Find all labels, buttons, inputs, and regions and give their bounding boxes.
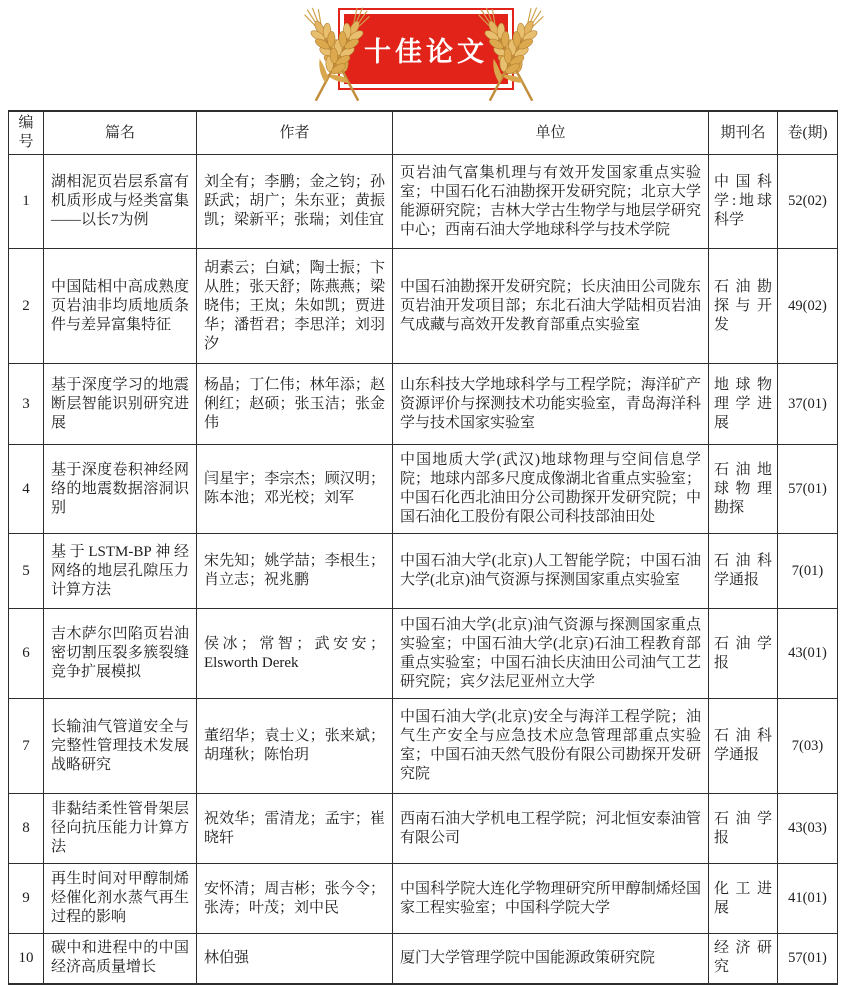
table-row: [9, 794, 838, 864]
cell-journal: 石油科学通报: [709, 534, 778, 609]
cell-vol: 7(03): [778, 699, 838, 794]
cell-vol: 43(01): [778, 609, 838, 699]
cell-num: 10: [9, 934, 44, 984]
cell-title: 碳中和进程中的中国经济高质量增长: [44, 934, 197, 984]
table-row: [9, 364, 838, 445]
cell-vol: 7(01): [778, 534, 838, 609]
cell-org: 中国石油大学(北京)人工智能学院；中国石油大学(北京)油气资源与探测国家重点实验室: [393, 534, 709, 609]
cell-org: 山东科技大学地球科学与工程学院；海洋矿产资源评价与探测技术功能实验室，青岛海洋科学与技术国家实验室: [393, 364, 709, 445]
cell-journal: 经济研究: [709, 934, 778, 984]
cell-org: 中国科学院大连化学物理研究所甲醇制烯烃国家工程实验室；中国科学院大学: [393, 864, 709, 934]
cell-title: 基于深度学习的地震断层智能识别研究进展: [44, 364, 197, 445]
cell-journal: 化工进展: [709, 864, 778, 934]
table-row: [9, 699, 838, 794]
cell-authors: 刘全有；李鹏；金之钧；孙跃武；胡广；朱东亚；黄振凯；梁新平；张瑞；刘佳宜: [197, 155, 393, 249]
cell-org: 中国石油勘探开发研究院；长庆油田公司陇东页岩油开发项目部；东北石油大学陆相页岩油气成藏与高效开发教育部重点实验室: [393, 249, 709, 364]
header-vol: 卷(期): [778, 111, 838, 155]
table-row: [9, 609, 838, 699]
cell-vol: 49(02): [778, 249, 838, 364]
cell-num: 2: [9, 249, 44, 364]
cell-title: 基于LSTM-BP神经网络的地层孔隙压力计算方法: [44, 534, 197, 609]
cell-vol: 57(01): [778, 934, 838, 984]
cell-authors: 林伯强: [197, 934, 393, 984]
cell-vol: 52(02): [778, 155, 838, 249]
cell-title: 中国陆相中高成熟度页岩油非均质地质条件与差异富集特征: [44, 249, 197, 364]
cell-authors: 安怀清；周吉彬；张今令；张涛；叶茂；刘中民: [197, 864, 393, 934]
cell-org: 西南石油大学机电工程学院；河北恒安泰油管有限公司: [393, 794, 709, 864]
header-org: 单位: [393, 111, 709, 155]
cell-vol: 37(01): [778, 364, 838, 445]
cell-num: 7: [9, 699, 44, 794]
cell-vol: 43(03): [778, 794, 838, 864]
cell-org: 页岩油气富集机理与有效开发国家重点实验室；中国石化石油勘探开发研究院；北京大学能源研究院；吉林大学古生物学与地层学研究中心；西南石油大学地球科学与技术学院: [393, 155, 709, 249]
table-header-row: [9, 111, 838, 155]
cell-journal: 石油勘探与开发: [709, 249, 778, 364]
cell-num: 8: [9, 794, 44, 864]
cell-journal: 石油学报: [709, 609, 778, 699]
wheat-icon-left: [276, 6, 398, 104]
cell-num: 1: [9, 155, 44, 249]
table-row: [9, 864, 838, 934]
table-row: [9, 445, 838, 534]
table-row: [9, 249, 838, 364]
header-title: 篇名: [44, 111, 197, 155]
cell-authors: 祝效华；雷清龙；孟宇；崔晓轩: [197, 794, 393, 864]
table-row: [9, 534, 838, 609]
cell-journal: 中国科学:地球科学: [709, 155, 778, 249]
header-authors: 作者: [197, 111, 393, 155]
cell-num: 5: [9, 534, 44, 609]
cell-authors: 闫星宇；李宗杰；顾汉明；陈本池；邓光校；刘军: [197, 445, 393, 534]
cell-journal: 石油地球物理勘探: [709, 445, 778, 534]
cell-num: 3: [9, 364, 44, 445]
papers-table: [8, 110, 838, 985]
cell-authors: 宋先知；姚学喆；李根生；肖立志；祝兆鹏: [197, 534, 393, 609]
header-banner-area: [0, 0, 843, 110]
cell-journal: 石油学报: [709, 794, 778, 864]
cell-journal: 地球物理学进展: [709, 364, 778, 445]
cell-title: 湖相泥页岩层系富有机质形成与烃类富集——以长7为例: [44, 155, 197, 249]
cell-authors: 杨晶；丁仁伟；林年添；赵俐红；赵硕；张玉洁；张金伟: [197, 364, 393, 445]
header-num: 编号: [9, 111, 44, 155]
cell-title: 非黏结柔性管骨架层径向抗压能力计算方法: [44, 794, 197, 864]
cell-vol: 41(01): [778, 864, 838, 934]
cell-num: 4: [9, 445, 44, 534]
cell-org: 中国石油大学(北京)安全与海洋工程学院；油气生产安全与应急技术应急管理部重点实验室；中国石油天然气股份有限公司勘探开发研究院: [393, 699, 709, 794]
cell-org: 中国地质大学(武汉)地球物理与空间信息学院；地球内部多尺度成像湖北省重点实验室；中国石化西北油田分公司勘探开发研究院；中国石油化工股份有限公司科技部油田处: [393, 445, 709, 534]
page-title: 十佳论文: [364, 36, 488, 67]
cell-authors: 董绍华；袁士义；张来斌；胡瑾秋；陈怡玥: [197, 699, 393, 794]
cell-title: 长输油气管道安全与完整性管理技术发展战略研究: [44, 699, 197, 794]
cell-vol: 57(01): [778, 445, 838, 534]
cell-title: 再生时间对甲醇制烯烃催化剂水蒸气再生过程的影响: [44, 864, 197, 934]
cell-title: 基于深度卷积神经网络的地震数据溶洞识别: [44, 445, 197, 534]
header-journal: 期刊名: [709, 111, 778, 155]
cell-org: 中国石油大学(北京)油气资源与探测国家重点实验室；中国石油大学(北京)石油工程教育部重点实验室；中国石油长庆油田公司油气工艺研究院；宾夕法尼亚州立大学: [393, 609, 709, 699]
cell-org: 厦门大学管理学院中国能源政策研究院: [393, 934, 709, 984]
cell-authors: 侯冰；常智；武安安；Elsworth Derek: [197, 609, 393, 699]
cell-num: 9: [9, 864, 44, 934]
cell-journal: 石油科学通报: [709, 699, 778, 794]
table-row: [9, 155, 838, 249]
wheat-icon-right: [450, 6, 572, 104]
cell-title: 吉木萨尔凹陷页岩油密切割压裂多簇裂缝竞争扩展模拟: [44, 609, 197, 699]
cell-num: 6: [9, 609, 44, 699]
table-row: [9, 934, 838, 984]
cell-authors: 胡素云；白斌；陶士振；卞从胜；张天舒；陈燕燕；梁晓伟；王岚；朱如凯；贾进华；潘哲君；李思洋；刘羽汐: [197, 249, 393, 364]
